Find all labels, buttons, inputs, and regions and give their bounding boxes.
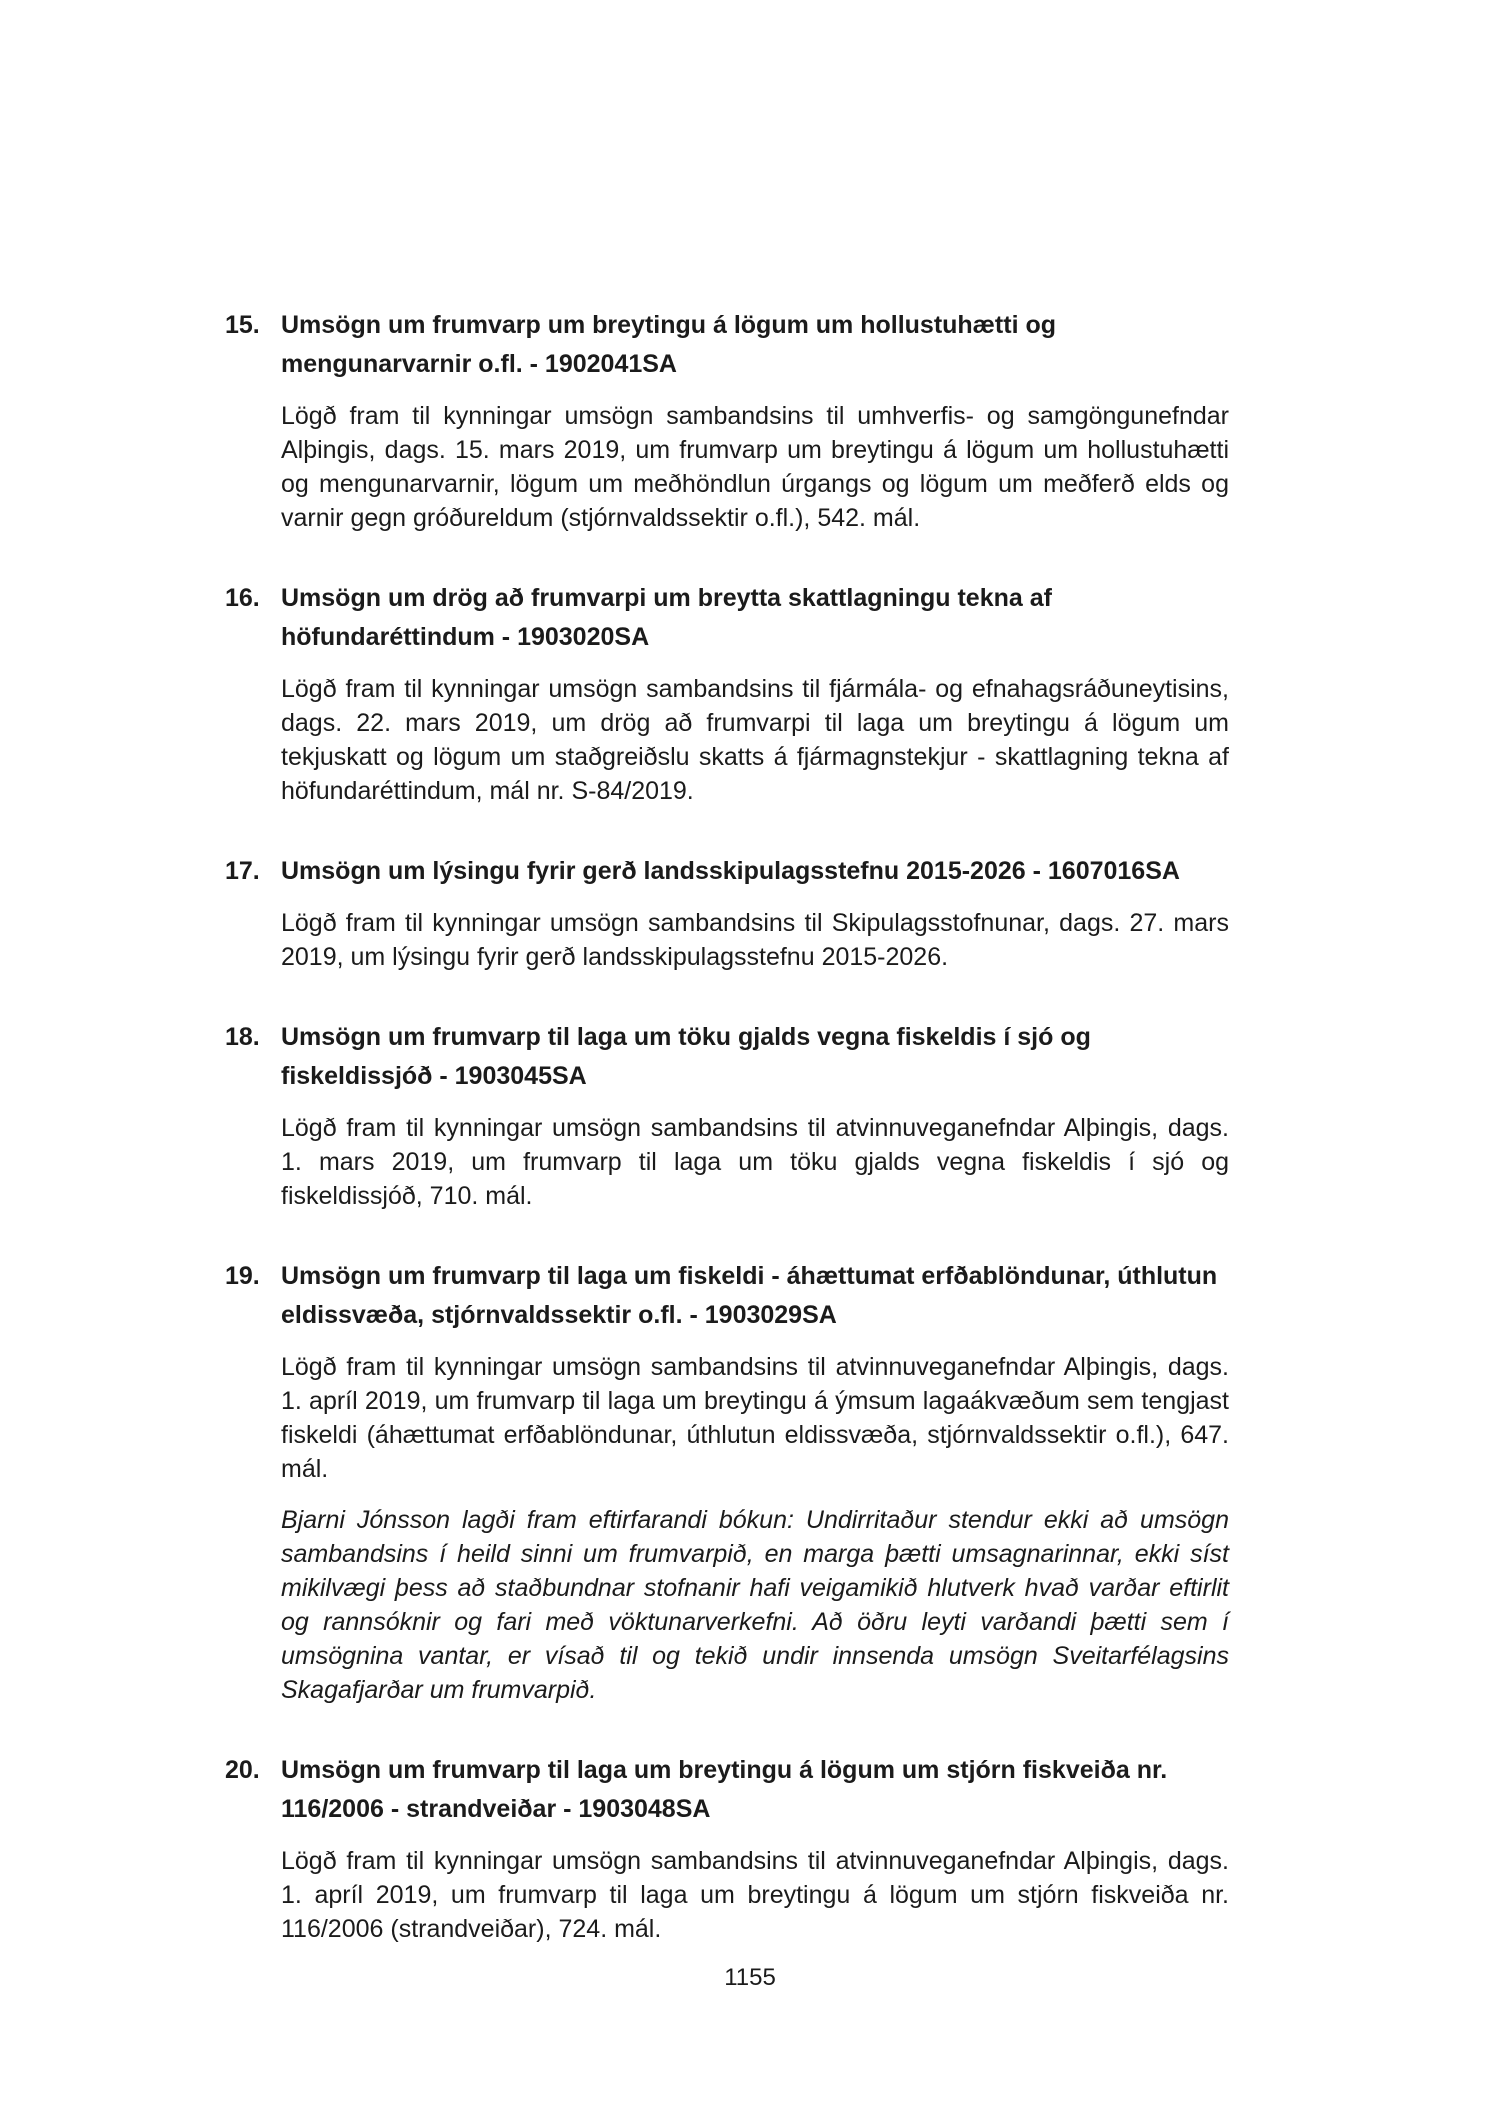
agenda-item-18 — [225, 1018, 1229, 1213]
agenda-item-17 — [225, 852, 1229, 974]
agenda-item-16 — [225, 579, 1229, 808]
item-body — [281, 1751, 1229, 1946]
item-paragraph: Lögð fram til kynningar umsögn sambandsins til atvinnuveganefndar Alþingis, dags. 1. apríl 2019, um frumvarp til laga um breytingu á lögum um stjórn fiskveiða nr. 116/2006 (strandveiðar), 724. mál. — [281, 1847, 1229, 1943]
item-title: Umsögn um frumvarp um breytingu á lögum um hollustuhætti og mengunarvarnir o.fl. - 1902041SA — [281, 311, 1056, 378]
agenda-item-19 — [225, 1257, 1229, 1707]
item-paragraph: Lögð fram til kynningar umsögn sambandsins til fjármála- og efnahagsráðuneytisins, dags. 22. mars 2019, um drög að frumvarpi til laga um breytingu á lögum um tekjuskatt og lögum um staðgreiðslu skatts á fjármagnstekjur - skattlagning tekna af höfundaréttindum, mál nr. S-84/2019. — [281, 675, 1229, 805]
item-title: Umsögn um frumvarp til laga um fiskeldi - áhættumat erfðablöndunar, úthlutun eldissvæða, stjórnvaldssektir o.fl. - 1903029SA — [281, 1262, 1218, 1329]
item-number: 20. — [225, 1756, 260, 1784]
item-paragraph: Lögð fram til kynningar umsögn sambandsins til Skipulagsstofnunar, dags. 27. mars 2019, um lýsingu fyrir gerð landsskipulagsstefnu 2015-2026. — [281, 909, 1229, 971]
item-bokun-paragraph: Bjarni Jónsson lagði fram eftirfarandi bókun: Undirritaður stendur ekki að umsögn sambandsins í heild sinni um frumvarpið, en marga þætti umsagnarinnar, ekki síst mikilvægi þess að staðbundnar stofnanir hafi veigamikið hlutverk hvað varðar eftirlit og rannsóknir og fari með vöktunarverkefni. Að öðru leyti varðandi þætti sem í umsögnina vantar, er vísað til og tekið undir innsenda umsögn Sveitarfélagsins Skagafjarðar um frumvarpið. — [281, 1506, 1229, 1704]
item-title: Umsögn um drög að frumvarpi um breytta skattlagningu tekna af höfundaréttindum - 1903020SA — [281, 584, 1052, 651]
item-paragraph: Lögð fram til kynningar umsögn sambandsins til umhverfis- og samgöngunefndar Alþingis, dags. 15. mars 2019, um frumvarp um breytingu á lögum um hollustuhætti og mengunarvarnir, lögum um meðhöndlun úrgangs og lögum um meðferð elds og varnir gegn gróðureldum (stjórnvaldssektir o.fl.), 542. mál. — [281, 402, 1229, 532]
item-number: 18. — [225, 1023, 260, 1051]
agenda-item-20 — [225, 1751, 1229, 1946]
item-body — [281, 852, 1229, 974]
item-title: Umsögn um frumvarp til laga um töku gjalds vegna fiskeldis í sjó og fiskeldissjóð - 1903045SA — [281, 1023, 1091, 1090]
item-number: 17. — [225, 857, 260, 885]
item-paragraph: Lögð fram til kynningar umsögn sambandsins til atvinnuveganefndar Alþingis, dags. 1. apríl 2019, um frumvarp til laga um breytingu á ýmsum lagaákvæðum sem tengjast fiskeldi (áhættumat erfðablöndunar, úthlutun eldissvæða, stjórnvaldssektir o.fl.), 647. mál. — [281, 1353, 1229, 1483]
item-body — [281, 1257, 1229, 1707]
item-paragraph: Lögð fram til kynningar umsögn sambandsins til atvinnuveganefndar Alþingis, dags. 1. mars 2019, um frumvarp til laga um töku gjalds vegna fiskeldis í sjó og fiskeldissjóð, 710. mál. — [281, 1114, 1229, 1210]
agenda-item-list — [225, 306, 1229, 1990]
item-body — [281, 306, 1229, 535]
item-number: 16. — [225, 584, 260, 612]
item-title: Umsögn um lýsingu fyrir gerð landsskipulagsstefnu 2015-2026 - 1607016SA — [281, 857, 1180, 885]
item-body — [281, 1018, 1229, 1213]
item-number: 15. — [225, 311, 260, 339]
item-number: 19. — [225, 1262, 260, 1290]
page-number: 1155 — [724, 1964, 776, 1991]
page-footer — [0, 1962, 1500, 1994]
item-body — [281, 579, 1229, 808]
agenda-item-15 — [225, 306, 1229, 535]
item-title: Umsögn um frumvarp til laga um breytingu á lögum um stjórn fiskveiða nr. 116/2006 - strandveiðar - 1903048SA — [281, 1756, 1168, 1823]
